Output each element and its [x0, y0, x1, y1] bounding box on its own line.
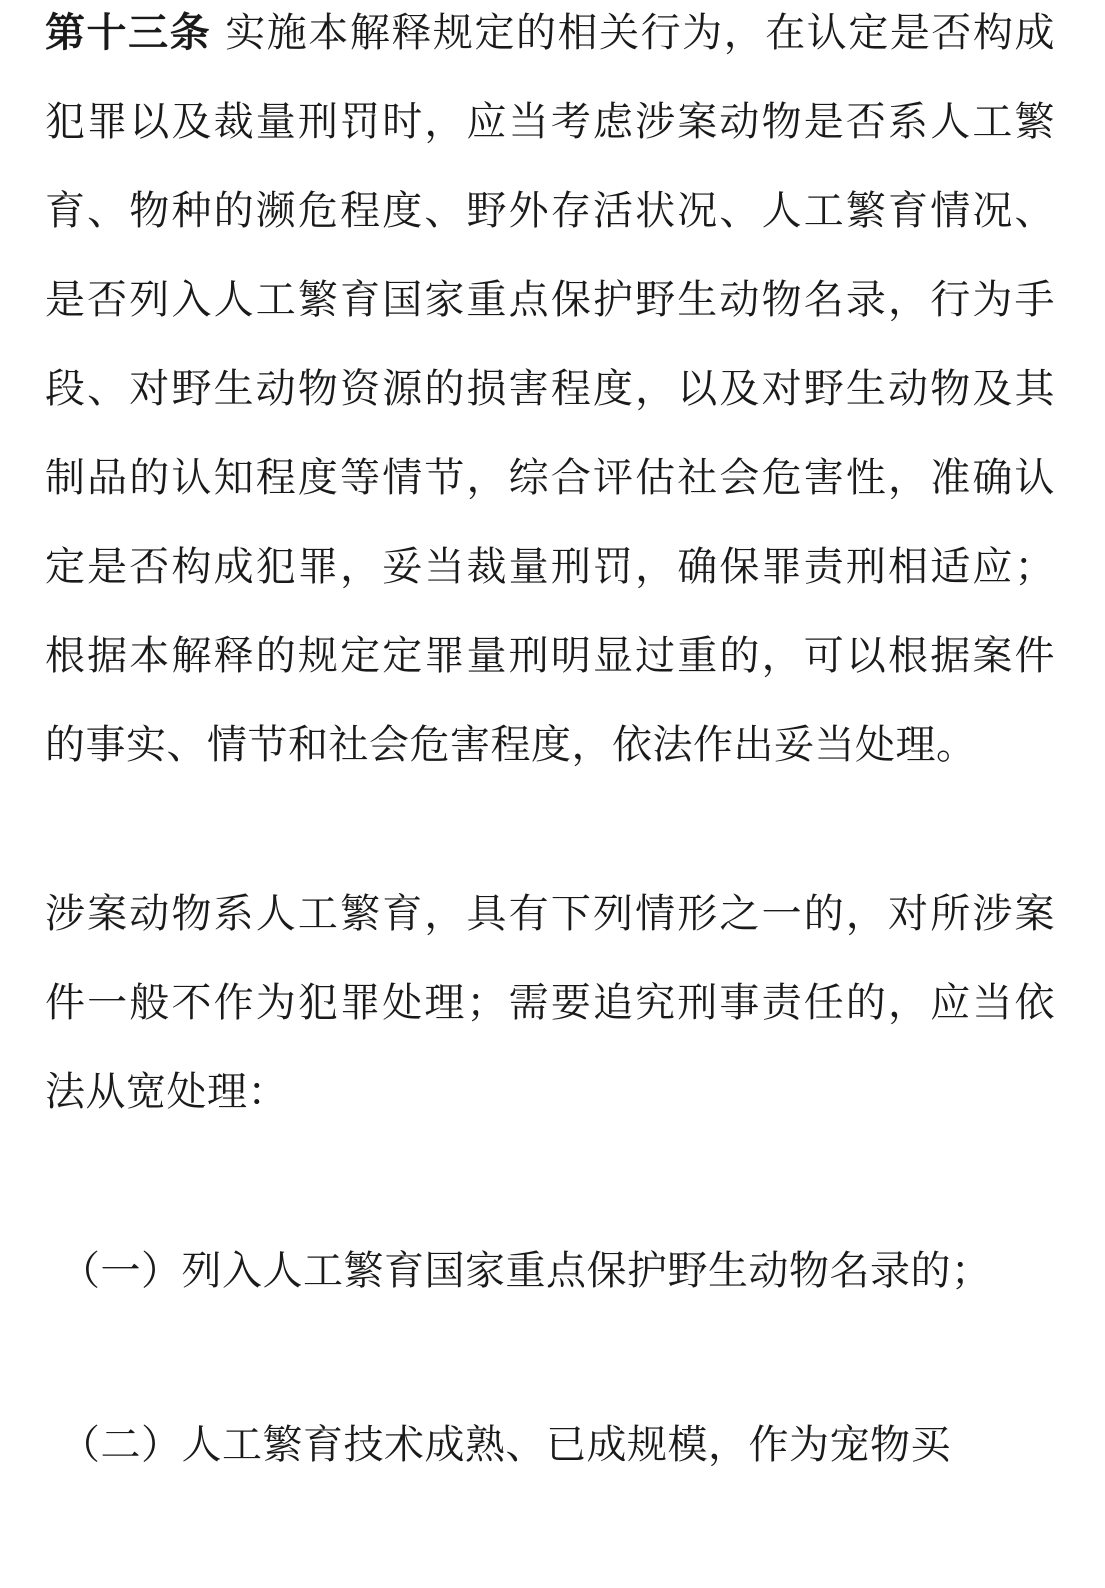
article-body [45, 0, 1055, 1490]
paragraph-2: 涉案动物系人工繁育，具有下列情形之一的，对所涉案件一般不作为犯罪处理；需要追究刑事责任的，应当依法从宽处理： [45, 891, 1055, 1115]
list-item-1: （一）列入人工繁育国家重点保护野生动物名录的； [60, 1248, 992, 1294]
paragraph-1-text: 实施本解释规定的相关行为，在认定是否构成犯罪以及裁量刑罚时，应当考虑涉案动物是否系人工繁育、物种的濒危程度、野外存活状况、人工繁育情况、是否列入人工繁育国家重点保护野生动物名录，行为手段、对野生动物资源的损害程度，以及对野生动物及其制品的认知程度等情节，综合评估社会危害性，准确认定是否构成犯罪，妥当裁量刑罚，确保罪责刑相适应；根据本解释的规定定罪量刑明显过重的，可以根据案件的事实、情节和社会危害程度，依法作出妥当处理。 [45, 10, 1056, 768]
list-item-2: （二）人工繁育技术成熟、已成规模，作为宠物买 [60, 1422, 951, 1468]
article-number: 第十三条 [45, 10, 212, 56]
paragraph-1 [45, 0, 1055, 790]
